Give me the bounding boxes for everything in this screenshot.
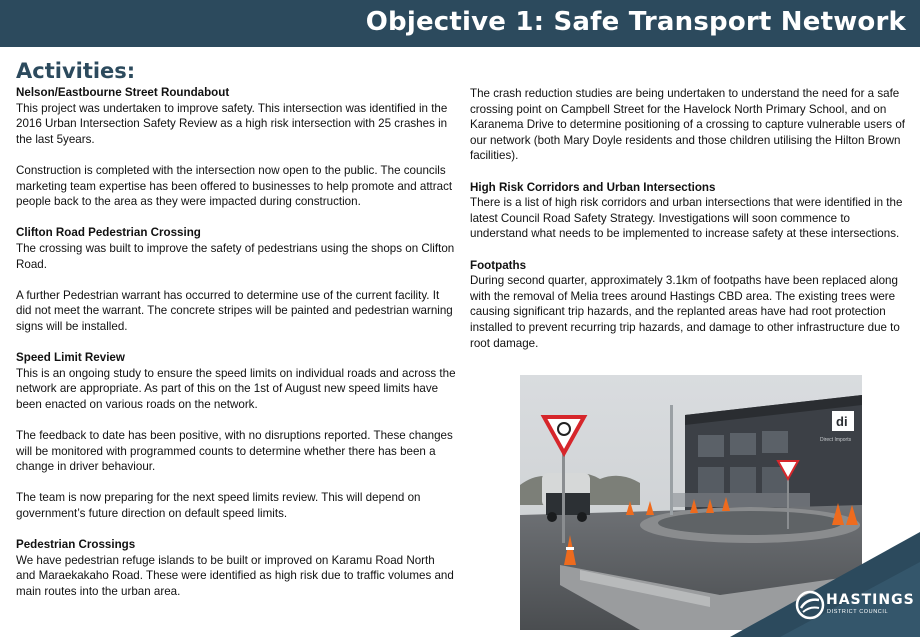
paragraph: The crash reduction studies are being undertaken to understand the need for a safe crossing point on Campbell Street for the Havelock North Primary School, and on Karanema Drive to determine positioning of a crossing to capture vulnerable users of our network (both Mary Doyle residents and those children utilising the Hilton Brown facilities). [470, 87, 905, 163]
paragraph: The feedback to date has been positive, with no disruptions reported. These changes will be monitored with programmed counts to determine whether there has been a change in driver behaviour. [16, 429, 453, 474]
left-column [16, 58, 456, 600]
section-title-clifton: Clifton Road Pedestrian Crossing [16, 226, 201, 240]
building-sign-text: di [836, 414, 848, 429]
section-title-roundabout: Nelson/Eastbourne Street Roundabout [16, 86, 230, 99]
section-title-speed-limit: Speed Limit Review [16, 351, 125, 365]
section-title-high-risk: High Risk Corridors and Urban Intersections [470, 180, 716, 194]
hastings-logo [795, 588, 915, 622]
page-title: Objective 1: Safe Transport Network [365, 7, 906, 37]
right-column [470, 86, 910, 351]
header-banner [0, 0, 920, 47]
section-title-pedestrian-crossings: Pedestrian Crossings [16, 538, 136, 552]
logo-swirl-icon [795, 590, 825, 620]
logo-subtitle: DISTRICT COUNCIL [827, 609, 889, 615]
paragraph: This project was undertaken to improve safety. This intersection was identified in the 2016 Urban Intersection Safety Review as a high risk intersection with 25 crashes in the last 5years. [16, 101, 448, 146]
paragraph: This is an ongoing study to ensure the speed limits on individual roads and across the network are appropriate. As part of this on the 1st of August new speed limits have been enacted on various roads on the network. [16, 366, 456, 411]
paragraph: During second quarter, approximately 3.1km of footpaths have been replaced along with the removal of Melia trees around Hastings CBD area. The existing trees were causing significant trip hazards, and the replanted areas have had root protection installed to prevent recurring trip hazards, and damage to other infrastructure due to root damage. [470, 274, 900, 350]
paragraph: Construction is completed with the intersection now open to the public. The councils marketing team expertise has been offered to businesses to help promote and attract people back to the area as they were impacted during construction. [16, 163, 453, 209]
paragraph: A further Pedestrian warrant has occurred to determine use of the current facility. It did not meet the warrant. The concrete stripes will be painted and pedestrian warning signs will be installed. [16, 288, 453, 333]
paragraph: The team is now preparing for the next speed limits review. This will depend on government’s future direction on default speed limits. [16, 491, 421, 521]
paragraph: We have pedestrian refuge islands to be built or improved on Karamu Road North and Maraekakaho Road. These were identified as high risk due to traffic volumes and main routes into the urban area. [16, 553, 454, 598]
building-name-text: Direct Imports [820, 437, 852, 443]
activities-heading: Activities: [16, 59, 136, 83]
logo-name: HASTINGS [826, 592, 915, 608]
paragraph: There is a list of high risk corridors and urban intersections that were identified in the latest Council Road Safety Strategy. Investigations will soon commence to understand what needs to be implemented to increase safety at these intersections. [470, 196, 903, 241]
section-title-footpaths: Footpaths [470, 258, 527, 272]
paragraph: The crossing was built to improve the safety of pedestrians using the shops on Clifton Road. [16, 241, 455, 271]
